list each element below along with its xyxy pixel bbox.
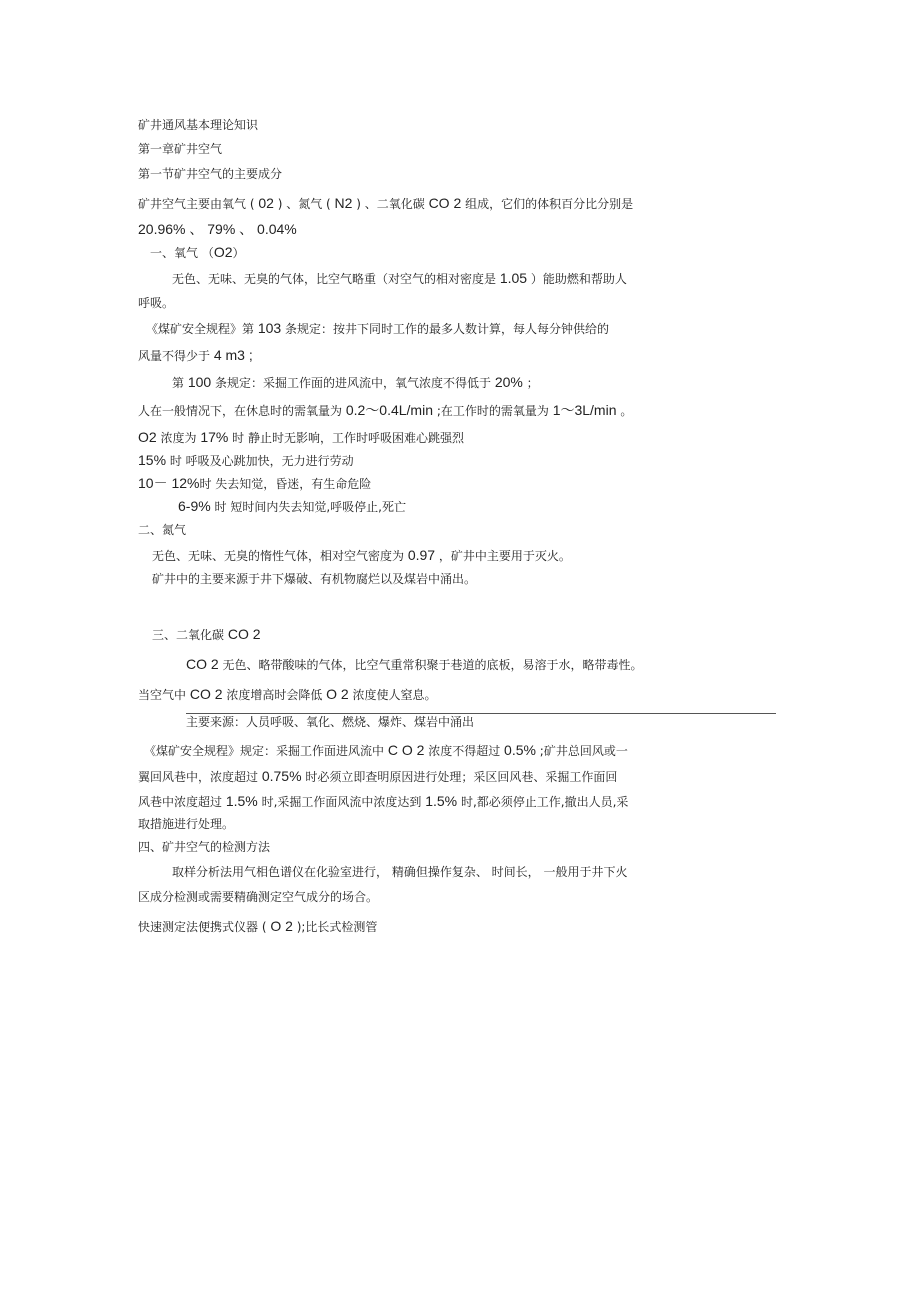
co2-rule-cont-1: 翼回风巷中，浓度超过 0.75% 时必须立即查明原因进行处理；采区回风巷、采掘工作面回	[138, 768, 618, 784]
oxygen-desc: 无色、无味、无臭的气体，比空气略重（对空气的相对密度是 1.05 ）能助燃和帮助人	[172, 270, 627, 286]
chapter-heading: 第一章矿井空气	[138, 142, 223, 156]
oxygen-heading: 一、氧气 （O2）	[150, 244, 245, 260]
oxygen-15: 15% 时 呼吸及心跳加快，无力进行劳动	[138, 452, 354, 468]
rule-103: 《煤矿安全规程》第 103 条规定：按井下同时工作的最多人数计算，每人每分钟供给的	[146, 320, 610, 336]
oxygen-17: O2 浓度为 17% 时 静止时无影响，工作时呼吸困难心跳强烈	[138, 429, 464, 445]
quick-method: 快速测定法便携式仪器 ( O 2 );比长式检测管	[138, 918, 378, 934]
oxygen-12: 10－ 12%时 失去知觉，昏迷，有生命危险	[138, 475, 372, 491]
nitrogen-source: 矿井中的主要来源于井下爆破、有机物腐烂以及煤岩中涌出。	[152, 572, 477, 586]
co2-desc: CO 2 无色、略带酸味的气体，比空气重常积聚于巷道的底板，易溶于水，略带毒性。	[186, 656, 643, 672]
section-heading: 第一节矿井空气的主要成分	[138, 167, 283, 181]
doc-title: 矿井通风基本理论知识	[138, 118, 259, 132]
co2-sources: 主要来源：人员呼吸、氧化、燃烧、爆炸、煤岩中涌出	[186, 715, 475, 729]
oxygen-6-9: 6-9% 时 短时间内失去知觉,呼吸停止,死亡	[178, 498, 406, 514]
rule-103-cont: 风量不得少于 4 m3 ;	[138, 347, 253, 363]
oxygen-demand: 人在一般情况下，在休息时的需氧量为 0.2〜0.4L/min ;在工作时的需氧量为 1〜3L/min 。	[138, 402, 633, 418]
co2-rule-cont-2: 风巷中浓度超过 1.5% 时,采掘工作面风流中浓度达到 1.5% 时,都必须停止工作,撤出人员,采	[138, 793, 629, 809]
divider-line	[186, 713, 776, 714]
nitrogen-desc: 无色、无味、无臭的惰性气体，相对空气密度为 0.97 ，矿井中主要用于灭火。	[152, 547, 571, 563]
percentages-line: 20.96% 、 79% 、 0.04%	[138, 221, 297, 237]
co2-effect: 当空气中 CO 2 浓度增高时会降低 O 2 浓度使人窒息。	[138, 686, 437, 702]
oxygen-desc-cont: 呼吸。	[138, 296, 175, 310]
intro-paragraph: 矿井空气主要由氧气 ( 02 ) 、氮气 ( N2 ) 、二氧化碳 CO 2 组成，它们的体积百分比分别是	[138, 195, 634, 211]
co2-rule: 《煤矿安全规程》规定：采掘工作面进风流中 C O 2 浓度不得超过 0.5% ;矿井总回风或一	[144, 742, 628, 758]
sampling-method-cont: 区成分检测或需要精确测定空气成分的场合。	[138, 890, 379, 904]
detection-heading: 四、矿井空气的检测方法	[138, 840, 271, 854]
nitrogen-heading: 二、氮气	[138, 523, 187, 537]
rule-100: 第 100 条规定：采掘工作面的进风流中，氧气浓度不得低于 20% ；	[172, 374, 539, 390]
co2-heading: 三、二氧化碳 CO 2	[152, 626, 261, 642]
sampling-method: 取样分析法用气相色谱仪在化验室进行， 精确但操作复杂、 时间长， 一般用于井下火	[172, 865, 628, 879]
co2-rule-cont-3: 取措施进行处理。	[138, 817, 235, 831]
